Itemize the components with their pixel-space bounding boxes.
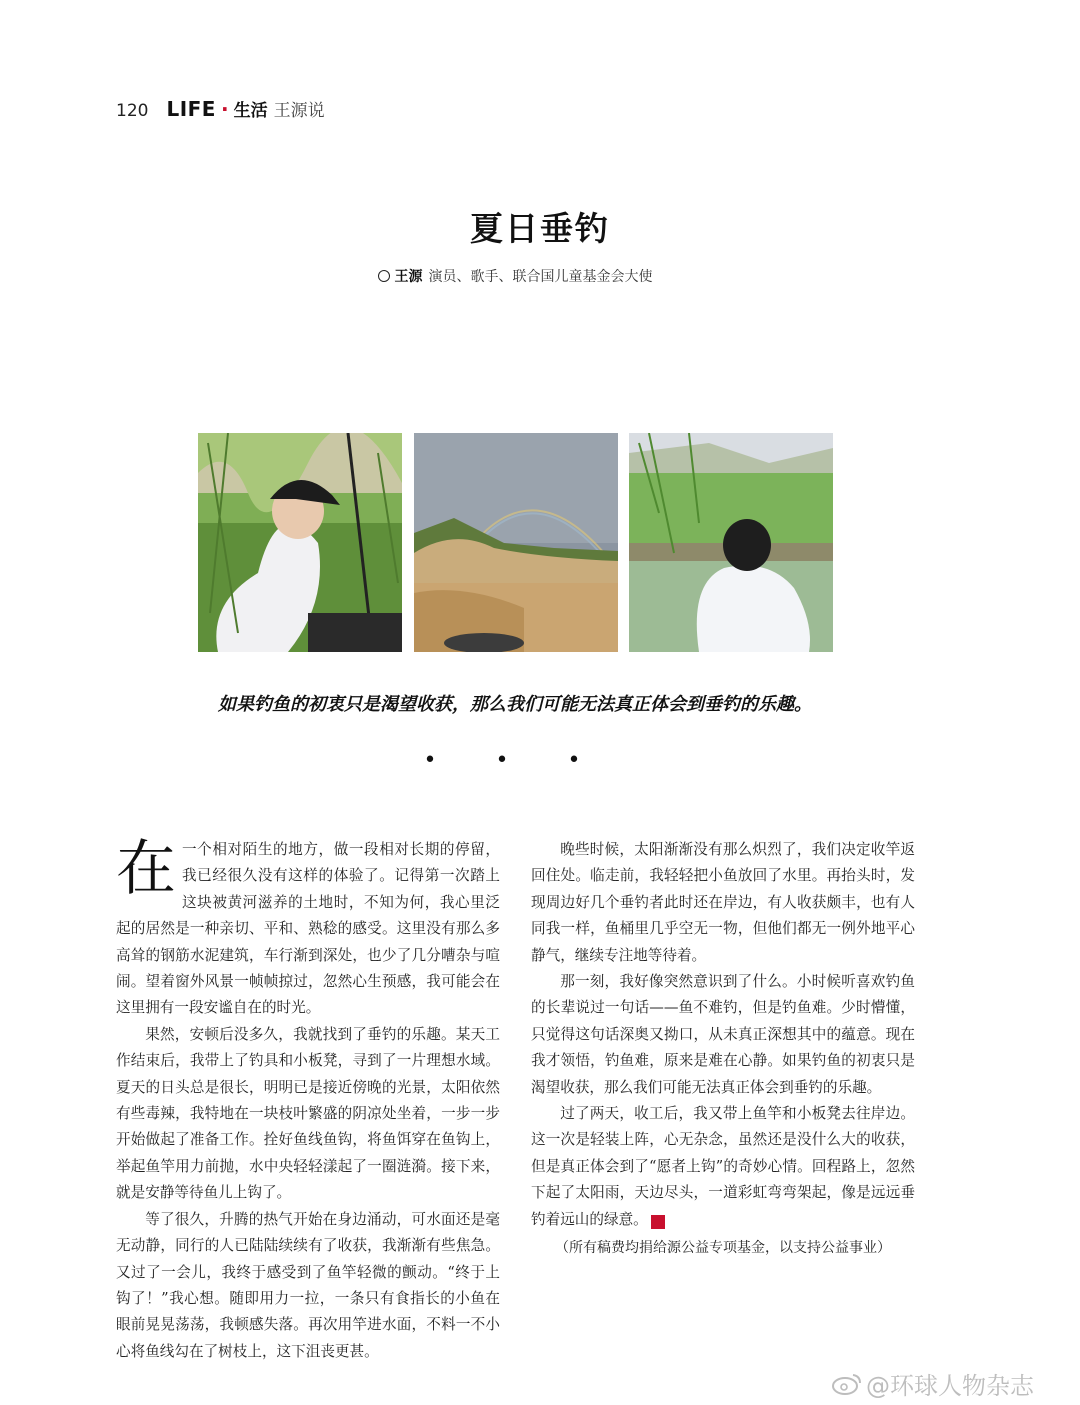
donation-note: （所有稿费均捐给源公益专项基金，以支持公益事业）: [555, 1240, 891, 1257]
paragraph-5: 那一刻，我好像突然意识到了什么。小时候听喜欢钓鱼的长辈说过一句话——鱼不难钓，但是钓鱼难。少时懵懂，只觉得这句话深奥又拗口，从未真正深想其中的蕴意。现在我才领悟，钓鱼难，原来是难在心静。如果钓鱼的初衷只是渴望收获，那么我们可能无法真正体会到垂钓的乐趣。: [531, 973, 915, 1096]
paragraph-3: 等了很久，升腾的热气开始在身边涌动，可水面还是毫无动静，同行的人已陆陆续续有了收获，我渐渐有些焦急。又过了一会儿，我终于感受到了鱼竿轻微的颤动。“终于上钩了！”我心想。随即用力一拉，一条只有食指长的小鱼在眼前晃晃荡荡，我顿感失落。再次用竿进水面，不料一不小心将鱼线勾在了树枝上，这下沮丧更甚。: [116, 1210, 500, 1360]
paragraph-4: 晚些时候，太阳渐渐没有那么炽烈了，我们决定收竿返回住处。临走前，我轻轻把小鱼放回了水里。再抬头时，发现周边好几个垂钓者此时还在岸边，有人收获颇丰，也有人同我一样，鱼桶里几乎空无一物，但他们都无一例外地平心静气，继续专注地等待着。: [531, 841, 915, 964]
fisherman-back-image: [629, 433, 833, 652]
author-role: 演员、歌手、联合国儿童基金会大使: [428, 269, 653, 285]
fisherman-portrait-image: [198, 433, 402, 652]
running-header: [116, 96, 325, 126]
weibo-logo-icon: [832, 1372, 862, 1396]
photo-fisherman-portrait: [198, 433, 402, 652]
paragraph-6: [531, 1101, 915, 1233]
watermark: [832, 1366, 1034, 1401]
rainbow-landscape-image: [414, 433, 618, 652]
author-name: 王源: [394, 269, 423, 285]
paragraph-2: 果然，安顿后没多久，我就找到了垂钓的乐趣。某天工作结束后，我带上了钓具和小板凳，寻到了一片理想水域。夏天的日头总是很长，明明已是接近傍晚的光景，太阳依然有些毒辣，我特地在一块枝叶繁盛的阴凉处坐着，一步一步开始做起了准备工作。拴好鱼线鱼钩，将鱼饵穿在鱼钩上，举起鱼竿用力前抛，水中央轻轻漾起了一圈涟漪。接下来，就是安静等待鱼儿上钩了。: [116, 1025, 500, 1202]
pull-quote: 如果钓鱼的初衷只是渴望收获，那么我们可能无法真正体会到垂钓的乐趣。: [218, 694, 812, 715]
column-name: 王源说: [273, 101, 325, 121]
section-label: 生活: [233, 101, 268, 121]
circle-icon: [378, 270, 390, 282]
photo-rainbow-landscape: [414, 433, 618, 652]
section-divider: • • •: [423, 748, 607, 773]
watermark-text: @环球人物杂志: [866, 1372, 1034, 1400]
paragraph-1: [116, 834, 500, 1022]
article-column-right: [531, 837, 915, 1262]
photo-fisherman-back: [629, 433, 833, 652]
article-title: 夏日垂钓: [470, 209, 610, 248]
byline: [0, 266, 1030, 286]
paragraph-1-text: 一个相对陌生的地方，做一段相对长期的停留，我已经很久没有这样的体验了。记得第一次踏上这块被黄河滋养的土地时，不知为何，我心里泛起的居然是一种亲切、平和、熟稔的感受。这里没有那么多高耸的钢筋水泥建筑，车行渐到深处，也少了几分嘈杂与喧闹。望着窗外风景一帧帧掠过，忽然心生预感，我可能会在这里拥有一段安谧自在的时光。: [116, 841, 500, 1017]
paragraph-6-text: 过了两天，收工后，我又带上鱼竿和小板凳去往岸边。这一次是轻装上阵，心无杂念，虽然还是没什么大的收获，但是真正体会到了“愿者上钩”的奇妙心情。回程路上，忽然下起了太阳雨，天边尽头，一道彩虹弯弯架起，像是远远垂钓着远山的绿意。: [531, 1105, 915, 1228]
brand-label: LIFE: [166, 97, 216, 121]
drop-cap: 在: [116, 834, 176, 904]
article-column-left: [116, 834, 500, 1365]
header-separator: ·: [220, 97, 229, 121]
end-mark-icon: G: [651, 1215, 665, 1229]
page-number: 120: [116, 101, 149, 121]
